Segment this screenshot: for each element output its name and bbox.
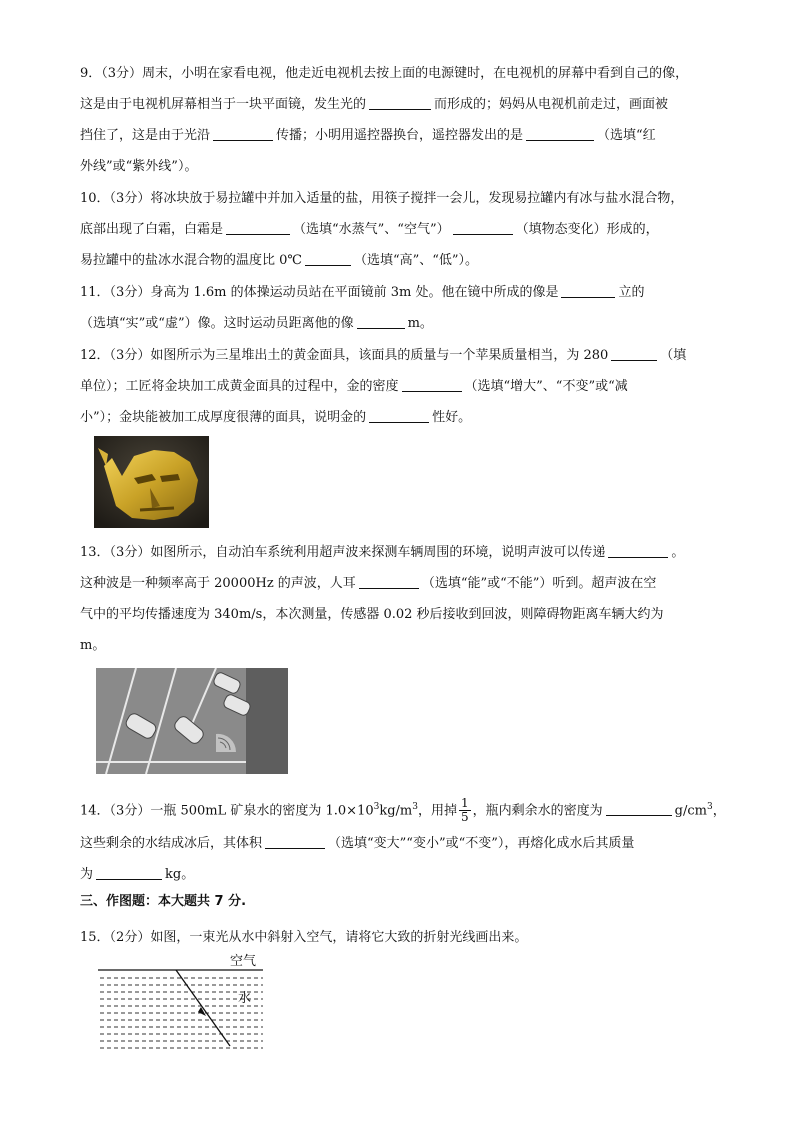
q14-text-2a: 这些剩余的水结成冰后，其体积 (80, 836, 263, 852)
q11-text-2b: m。 (407, 316, 433, 331)
q10-text-3a: 易拉罐中的盐冰水混合物的温度比 0℃ (80, 253, 302, 268)
q13-text-2a: 这种波是一种频率高于 20000Hz 的声波，人耳 (80, 576, 356, 591)
q10-number: 10． (80, 191, 110, 206)
q14-text-1c: ，用掉 (417, 803, 457, 819)
q9-text-3a: 挡住了，这是由于光沿 (80, 128, 211, 143)
q12-text-1a: 如图所示为三星堆出土的黄金面具，该面具的质量与一个苹果质量相当，为 280 (150, 348, 609, 363)
q14-text-1f: ， (712, 803, 726, 819)
q13-number: 13． (80, 545, 110, 560)
q13-blank-1[interactable] (608, 543, 668, 558)
q15-score: （2分） (109, 930, 151, 945)
q11-blank-1[interactable] (561, 283, 615, 298)
q14-text-3b: kg。 (165, 867, 195, 883)
q12-text-1b: （填 (660, 348, 687, 363)
q12-number: 12． (80, 348, 110, 363)
q13-text-2b: （选填“能”或“不能”）听到。超声波在空 (421, 576, 657, 591)
q13-text-1a: 如图所示，自动泊车系统利用超声波来探测车辆周围的环境，说明声波可以传递 (150, 545, 606, 560)
q9-text-2a: 这是由于电视机屏幕相当于一块平面镜，发生光的 (80, 97, 367, 112)
fraction-numerator: 1 (461, 796, 469, 811)
q10-text-2a: 底部出现了白霜，白霜是 (80, 222, 224, 237)
gold-mask-image (94, 436, 209, 528)
q15-number: 15． (80, 930, 110, 945)
q14-blank-3[interactable] (96, 865, 162, 880)
q9-text-2b: 而形成的；妈妈从电视机前走过，画面被 (434, 97, 669, 112)
refraction-diagram (98, 950, 268, 1058)
q14-text-1b: kg/m (379, 803, 413, 819)
q10-text-2b: （选填“水蒸气”、“空气”） (293, 222, 450, 237)
question-14 (80, 790, 726, 890)
q10-blank-1[interactable] (226, 220, 290, 235)
q11-number: 11． (80, 285, 110, 300)
q14-text-1d: ，瓶内剩余水的密度为 (472, 803, 603, 819)
question-11 (80, 277, 720, 339)
q13-text-4: m。 (80, 638, 106, 653)
q14-exp-1: 3 (373, 802, 380, 812)
q14-score: （3分） (109, 803, 151, 819)
q14-exp-2: 3 (412, 802, 418, 812)
q9-number: 9． (80, 66, 102, 81)
q9-blank-2[interactable] (213, 126, 273, 141)
q12-score: （3分） (109, 348, 151, 363)
parking-image (96, 668, 288, 774)
q14-text-1e: g/cm (674, 803, 707, 819)
q9-text-4: 外线”或“紫外线”）。 (80, 159, 198, 174)
q9-blank-3[interactable] (526, 126, 594, 141)
q14-blank-2[interactable] (265, 834, 325, 849)
q10-text-2c: （填物态变化）形成的， (515, 222, 659, 237)
q12-blank-3[interactable] (369, 408, 429, 423)
q14-text-3a: 为 (80, 867, 94, 883)
question-15 (80, 922, 720, 953)
q12-blank-2[interactable] (402, 377, 462, 392)
question-10 (80, 183, 720, 276)
question-13 (80, 537, 720, 661)
q13-blank-2[interactable] (359, 574, 419, 589)
q10-score: （3分） (109, 191, 151, 206)
q9-text-3b: 传播；小明用遥控器换台，遥控器发出的是 (276, 128, 524, 143)
question-12 (80, 340, 720, 433)
fraction-one-fifth (459, 797, 471, 824)
q9-text-1: 周末，小明在家看电视，他走近电视机去按上面的电源键时，在电视机的屏幕中看到自己的像， (142, 66, 689, 81)
light-ray (176, 970, 230, 1046)
section-heading: 三、作图题：本大题共 7 分. (80, 894, 247, 909)
q11-score: （3分） (109, 285, 151, 300)
q14-blank-1[interactable] (606, 801, 672, 816)
q12-text-3a: 小”）；金块能被加工成厚度很薄的面具，说明金的 (80, 410, 367, 425)
q10-text-3b: （选填“高”、“低”）。 (353, 253, 479, 268)
q10-blank-2[interactable] (453, 220, 513, 235)
q13-text-1b: 。 (671, 545, 685, 560)
q10-text-1: 将冰块放于易拉罐中并加入适量的盐，用筷子搅拌一会儿，发现易拉罐内有冰与盐水混合物， (150, 191, 684, 206)
q9-text-3c: （选填“红 (597, 128, 656, 143)
q15-text: 如图，一束光从水中斜射入空气，请将它大致的折射光线画出来。 (150, 930, 528, 945)
q13-text-3: 气中的平均传播速度为 340m/s，本次测量，传感器 0.02 秒后接收到回波，则障碍物距离车辆大约为 (80, 607, 664, 622)
q11-text-1a: 身高为 1.6m 的体操运动员站在平面镜前 3m 处。他在镜中所成的像是 (150, 285, 559, 300)
q13-score: （3分） (109, 545, 151, 560)
label-air: 空气 (230, 954, 257, 969)
q12-text-2a: 单位）；工匠将金块加工成黄金面具的过程中，金的密度 (80, 379, 399, 394)
q11-blank-2[interactable] (357, 314, 405, 329)
fraction-denominator: 5 (461, 810, 469, 825)
q12-text-3b: 性好。 (432, 410, 472, 425)
q14-number: 14． (80, 803, 110, 819)
q14-text-2b: （选填“变大”“变小”或“不变”），再熔化成水后其质量 (328, 836, 635, 852)
q14-text-1a: 一瓶 500mL 矿泉水的密度为 1.0×10 (150, 803, 374, 819)
question-9 (80, 58, 720, 182)
label-water: 水 (238, 991, 252, 1006)
q12-text-2b: （选填“增大”、“不变”或“减 (464, 379, 628, 394)
q14-exp-3: 3 (706, 802, 713, 812)
q11-text-2a: （选填“实”或“虚”）像。这时运动员距离他的像 (80, 316, 354, 331)
q9-score: （3分） (101, 66, 143, 81)
q11-text-1b: 立的 (618, 285, 645, 300)
q9-blank-1[interactable] (369, 95, 431, 110)
q10-blank-3[interactable] (305, 251, 351, 266)
q12-blank-1[interactable] (611, 346, 657, 361)
